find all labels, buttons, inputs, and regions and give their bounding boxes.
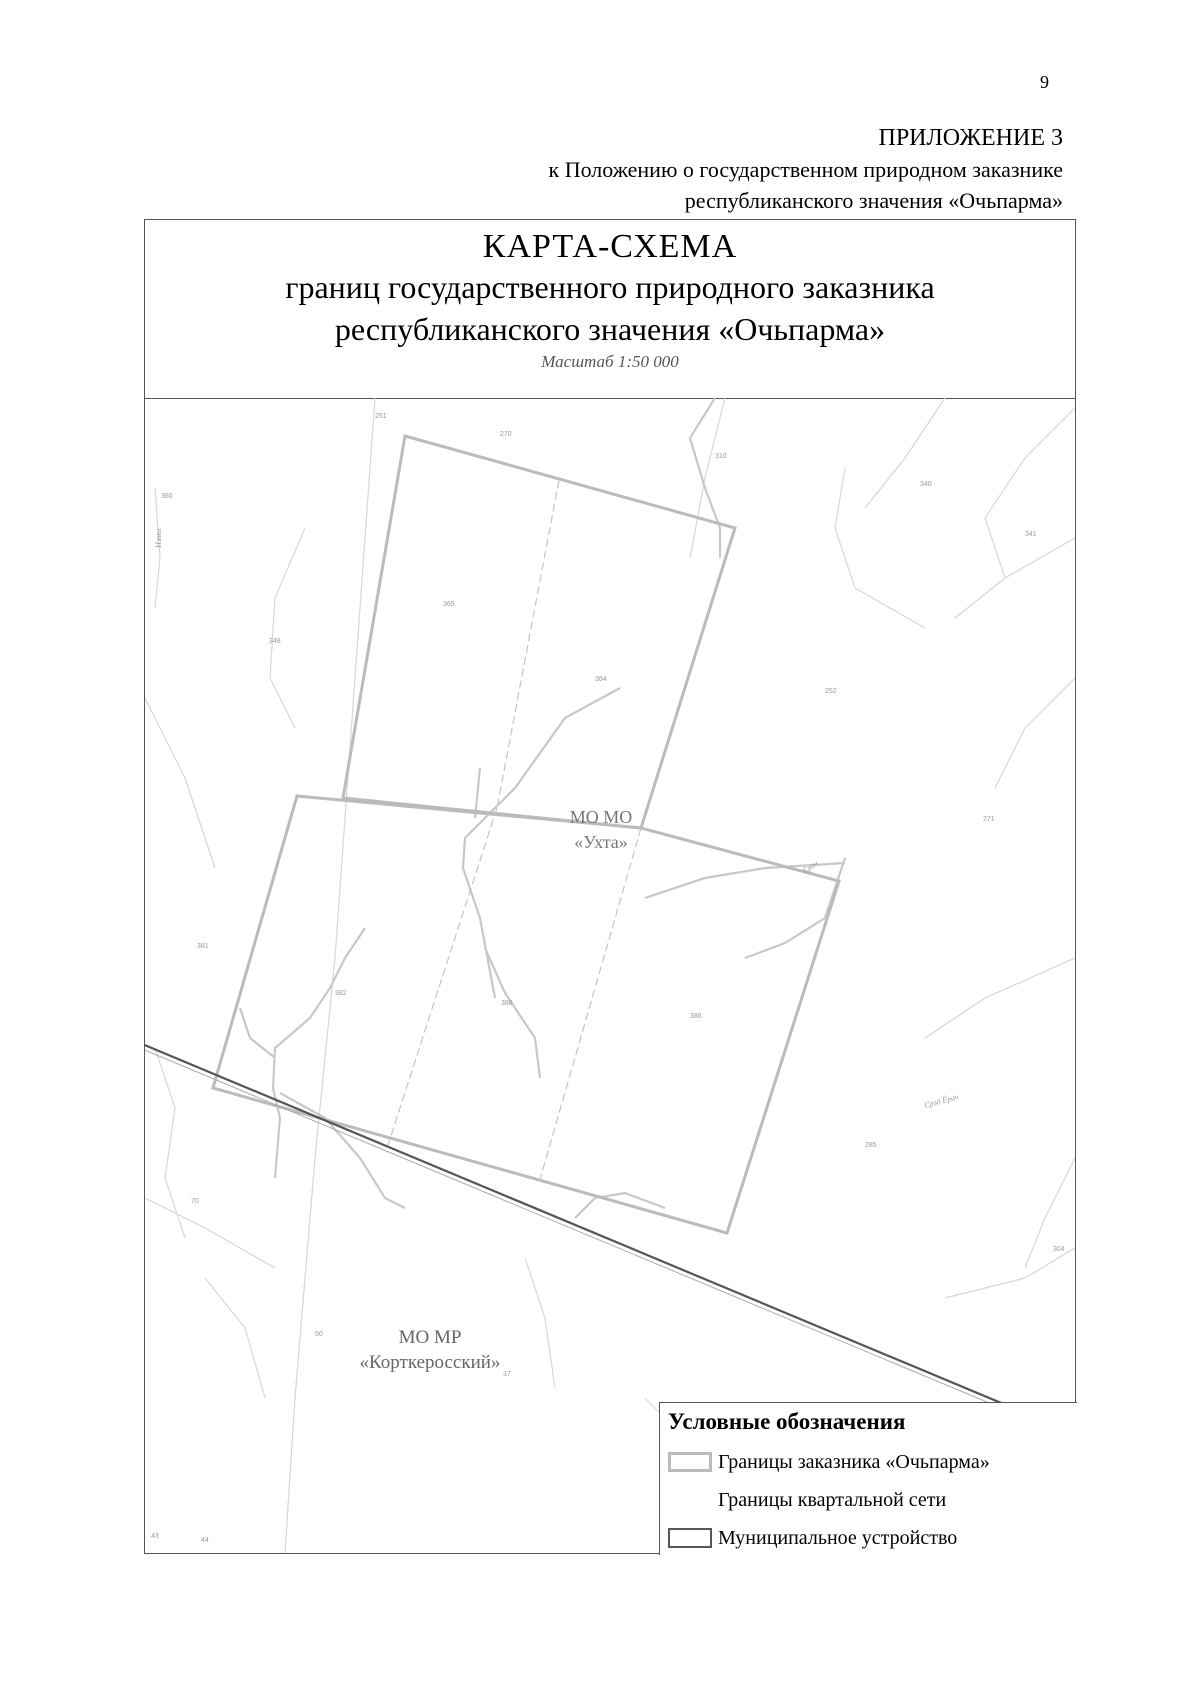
- quarter-grid: [145, 398, 1075, 1553]
- map-title-box: [145, 220, 1075, 399]
- reserve-boundary-swatch: [668, 1452, 712, 1472]
- municipality-ukhta-line1: МО МО: [569, 807, 633, 827]
- quarter-grid-swatch: [668, 1490, 712, 1510]
- quarter-number: 386: [501, 1000, 513, 1007]
- quarter-number: 252: [825, 688, 837, 695]
- legend-item-label: Муниципальное устройство: [718, 1526, 958, 1549]
- quarter-number: 270: [500, 431, 512, 438]
- map-canvas[interactable]: [145, 398, 1075, 1553]
- legend-title: Условные обозначения: [668, 1409, 906, 1434]
- quarter-number: 251: [375, 413, 387, 420]
- quarter-number: 310: [715, 453, 727, 460]
- quarter-number: 365: [443, 601, 455, 608]
- legend-item-reserve-boundary: [668, 1443, 1069, 1481]
- municipal-boundary-swatch: [668, 1528, 712, 1548]
- map-title: КАРТА-СХЕМА: [482, 228, 738, 265]
- quarter-number: 304: [1053, 1246, 1065, 1253]
- quarter-number: 285: [865, 1142, 877, 1149]
- page-number: 9: [1040, 72, 1049, 92]
- river-name: Ёрач: [800, 858, 820, 876]
- municipality-kortkeros-line1: МО МР: [398, 1327, 462, 1348]
- municipality-ukhta-line2: «Ухта»: [574, 832, 628, 852]
- quarter-number: 360: [161, 493, 173, 500]
- river-name: Срэд Ёрач: [923, 1092, 960, 1110]
- map-scale: Масштаб 1:50 000: [541, 352, 679, 371]
- quarter-number: 348: [269, 638, 281, 645]
- quarter-number: 271: [983, 816, 995, 823]
- quarter-number: 43: [151, 1533, 159, 1540]
- map-subtitle-2: республиканского значения «Очьпарма»: [334, 311, 886, 347]
- quarter-number: 70: [191, 1198, 199, 1205]
- quarter-number: 381: [197, 943, 209, 950]
- thin-rivers: [155, 408, 1075, 1488]
- quarter-number: 44: [201, 1537, 209, 1544]
- quarter-number: 50: [315, 1331, 323, 1338]
- quarter-number: 386: [690, 1013, 702, 1020]
- quarter-number: 384: [595, 676, 607, 683]
- appendix-subtitle-2: республиканского значения «Очьпарма»: [684, 188, 1063, 213]
- legend-item-label: Границы заказника «Очьпарма»: [718, 1450, 990, 1473]
- quarter-number: 382: [335, 990, 347, 997]
- legend-item-label: Границы квартальной сети: [718, 1488, 947, 1511]
- appendix-title: ПРИЛОЖЕНИЕ 3: [878, 125, 1063, 151]
- map-subtitle: границ государственного природного заказника: [285, 269, 935, 305]
- quarter-numbers: [151, 413, 1065, 1544]
- map-legend: [659, 1402, 1077, 1555]
- municipality-kortkeros-line2: «Корткеросский»: [359, 1352, 501, 1373]
- quarter-number: 340: [920, 481, 932, 488]
- legend-item-municipal: [668, 1519, 1069, 1557]
- river-name: Нэмы: [154, 528, 163, 548]
- appendix-subtitle: к Положению о государственном природном заказнике: [548, 157, 1063, 182]
- quarter-number: 37: [503, 1371, 511, 1378]
- rivers: [240, 398, 845, 1218]
- quarter-number: 341: [1025, 531, 1037, 538]
- legend-item-quarter-grid: [668, 1481, 1069, 1519]
- map-frame: [144, 219, 1076, 1554]
